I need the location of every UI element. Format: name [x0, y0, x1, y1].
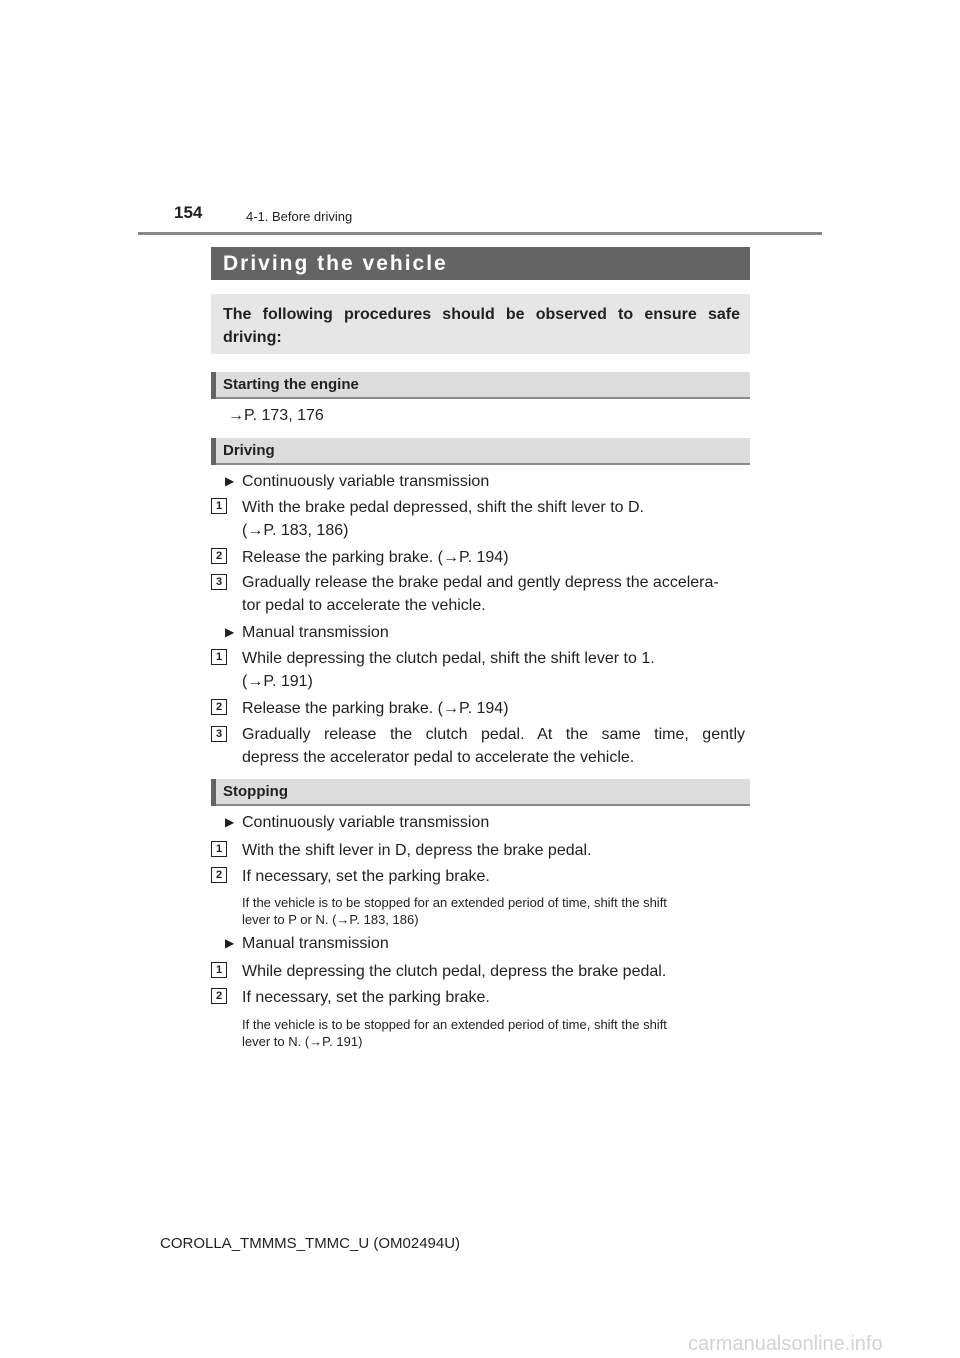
section-title: 4-1. Before driving — [246, 209, 353, 224]
subheading-driving — [211, 438, 750, 465]
step-line: Gradually release the clutch pedal. At the same time, gently — [242, 726, 745, 743]
note-line: If the vehicle is to be stopped for an extended period of time, shift the shift — [242, 1017, 667, 1032]
stopping-cvt-note — [242, 894, 667, 928]
step-number: 3 — [211, 726, 227, 742]
page-title-bar — [211, 247, 750, 280]
intro-text: The following procedures should be observed to ensure safe driving: — [223, 306, 740, 346]
step-number: 3 — [211, 574, 227, 590]
driving-cvt-step-3 — [242, 571, 745, 617]
step-number: 1 — [211, 841, 227, 857]
page-number: 154 — [174, 203, 203, 222]
step-ref-link[interactable]: (→P. 191) — [242, 673, 313, 690]
stopping-manual-label — [225, 932, 389, 955]
step-number: 2 — [211, 867, 227, 883]
step-number: 1 — [211, 962, 227, 978]
step-number: 1 — [211, 649, 227, 665]
step-ref-link[interactable]: (→P. 183, 186) — [242, 522, 349, 539]
driving-manual-step-2: Release the parking brake. (→P. 194) — [242, 700, 509, 717]
bullet-icon: ▶ — [225, 815, 235, 829]
footer-doc-id: COROLLA_TMMMS_TMMC_U (OM02494U) — [160, 1235, 461, 1252]
driving-manual-label — [225, 621, 389, 644]
step-number: 1 — [211, 498, 227, 514]
bullet-icon: ▶ — [225, 936, 235, 950]
watermark: carmanualsonline.info — [688, 1333, 883, 1355]
step-number: 2 — [211, 988, 227, 1004]
step-number: 2 — [211, 699, 227, 715]
stopping-cvt-step-1: With the shift lever in D, depress the brake pedal. — [242, 842, 592, 859]
subheading-driving-label: Driving — [223, 442, 275, 459]
driving-cvt-label — [225, 470, 490, 493]
stopping-cvt-label — [225, 811, 490, 834]
step-line: tor pedal to accelerate the vehicle. — [242, 597, 486, 614]
driving-manual-label-text: Manual transmission — [242, 624, 389, 641]
subheading-starting-label: Starting the engine — [223, 376, 359, 393]
page-title: Driving the vehicle — [223, 252, 448, 275]
step-number: 2 — [211, 548, 227, 564]
step-line: depress the accelerator pedal to accelerate the vehicle. — [242, 749, 635, 766]
subheading-stopping — [211, 779, 750, 806]
bullet-icon: ▶ — [225, 474, 235, 488]
step-line: With the brake pedal depressed, shift the shift lever to D. — [242, 499, 644, 516]
stopping-manual-label-text: Manual transmission — [242, 935, 389, 952]
note-line: If the vehicle is to be stopped for an extended period of time, shift the shift — [242, 895, 667, 910]
driving-manual-step-1 — [242, 647, 655, 693]
subheading-starting — [211, 372, 750, 399]
starting-ref-link[interactable]: →P. 173, 176 — [228, 407, 324, 424]
subheading-stopping-label: Stopping — [223, 783, 288, 800]
stopping-manual-step-2: If necessary, set the parking brake. — [242, 989, 490, 1006]
step-line: While depressing the clutch pedal, shift the shift lever to 1. — [242, 650, 655, 667]
driving-cvt-step-1 — [242, 496, 644, 542]
driving-cvt-label-text: Continuously variable transmission — [242, 473, 490, 490]
note-ref-link[interactable]: lever to N. (→P. 191) — [242, 1034, 363, 1049]
stopping-manual-step-1: While depressing the clutch pedal, depress the brake pedal. — [242, 963, 667, 980]
driving-cvt-step-2: Release the parking brake. (→P. 194) — [242, 549, 509, 566]
header-rule — [138, 232, 822, 235]
note-ref-link[interactable]: lever to P or N. (→P. 183, 186) — [242, 912, 419, 927]
step-line: Gradually release the brake pedal and gently depress the accelera- — [242, 574, 719, 591]
driving-manual-step-3 — [242, 723, 745, 769]
bullet-icon: ▶ — [225, 625, 235, 639]
stopping-cvt-step-2: If necessary, set the parking brake. — [242, 868, 490, 885]
stopping-cvt-label-text: Continuously variable transmission — [242, 814, 490, 831]
intro-box — [211, 294, 750, 354]
stopping-manual-note — [242, 1016, 667, 1050]
